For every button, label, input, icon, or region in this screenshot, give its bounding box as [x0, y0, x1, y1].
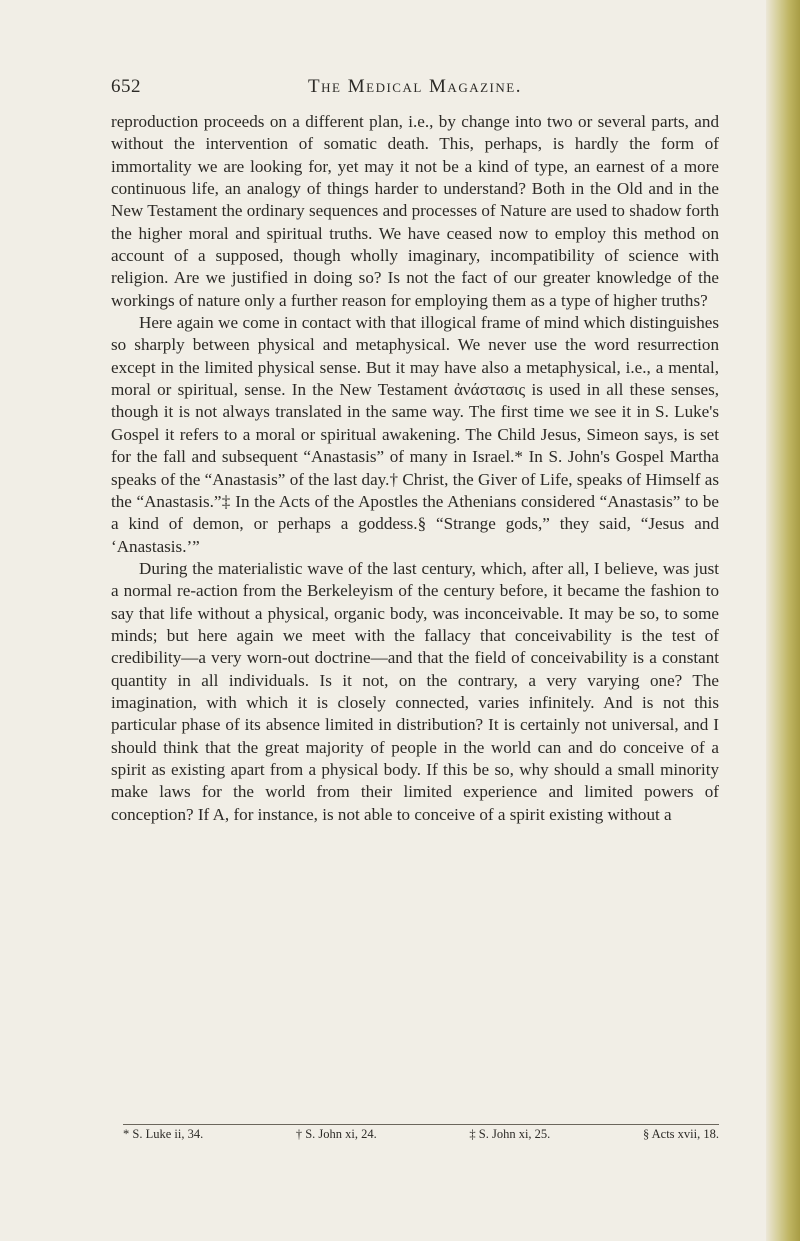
- body-text: [111, 111, 719, 826]
- page-number: 652: [111, 76, 141, 97]
- paragraph-2: Here again we come in contact with that illogical frame of mind which distinguishes so sharply between physical and metaphysical. We never use the word resurrection except in the limited physical sense. But it may have also a metaphysical, i.e., a mental, moral or spiritual, sense. In the New Testament ἀνάστασις is used in all these senses, though it is not always translated in the same way. The first time we see it in S. Luke's Gospel it refers to a moral or spiritual awakening. The Child Jesus, Simeon says, is set for the fall and subsequent “Anastasis” of many in Israel.* In S. John's Gospel Martha speaks of the “Anastasis” of the last day.† Christ, the Giver of Life, speaks of Himself as the “Anastasis.”‡ In the Acts of the Apostles the Athenians considered “Anastasis” to be a kind of demon, or perhaps a goddess.§ “Strange gods,” they said, “Jesus and ‘Anastasis.’”: [111, 313, 719, 556]
- page-edge-stain: [766, 0, 800, 1241]
- paragraph-3: During the materialistic wave of the last century, which, after all, I believe, was just a normal re-action from the Berkeleyism of the century before, it became the fashion to say that life without a physical, organic body, was inconceivable. It may be so, to some minds; but here again we meet with the fallacy that conceivability is the test of credibility—a very worn-out doctrine—and that the field of conceivability is a constant quantity in all individuals. Is it not, on the contrary, a very varying one? The imagination, with which it is closely connected, varies infinitely. And is not this particular phase of its absence limited in distribution? It is certainly not universal, and I should think that the great majority of people in the world can and do conceive of a spirit as existing apart from a physical body. If this be so, why should a small minority make laws for the world from their limited experience and limited powers of conception? If A, for instance, is not able to conceive of a spirit existing without a: [111, 558, 719, 824]
- paragraph-1: reproduction proceeds on a different plan, i.e., by change into two or several parts, and without the intervention of somatic death. This, perhaps, is hardly the form of immortality we are looking for, yet may it not be a kind of type, an earnest of a more continuous life, an analogy of things harder to understand? Both in the Old and in the New Testament the ordinary sequences and processes of Nature are used to shadow forth the higher moral and spiritual truths. We have ceased now to employ this method on account of a supposed, though wholly imaginary, incompatibility of science with religion. Are we justified in doing so? Is not the fact of our greater knowledge of the workings of nature only a further reason for employing them as a type of higher truths?: [111, 112, 719, 310]
- footnotes: [123, 1127, 719, 1142]
- footnote-4: § Acts xvii, 18.: [642, 1127, 719, 1141]
- page-header: [111, 76, 719, 102]
- footnote-2: † S. John xi, 24.: [295, 1127, 377, 1141]
- running-title: The Medical Magazine.: [308, 76, 522, 97]
- footnote-1: * S. Luke ii, 34.: [123, 1127, 204, 1141]
- footnote-rule: [123, 1124, 719, 1125]
- footnote-3: ‡ S. John xi, 25.: [469, 1127, 551, 1141]
